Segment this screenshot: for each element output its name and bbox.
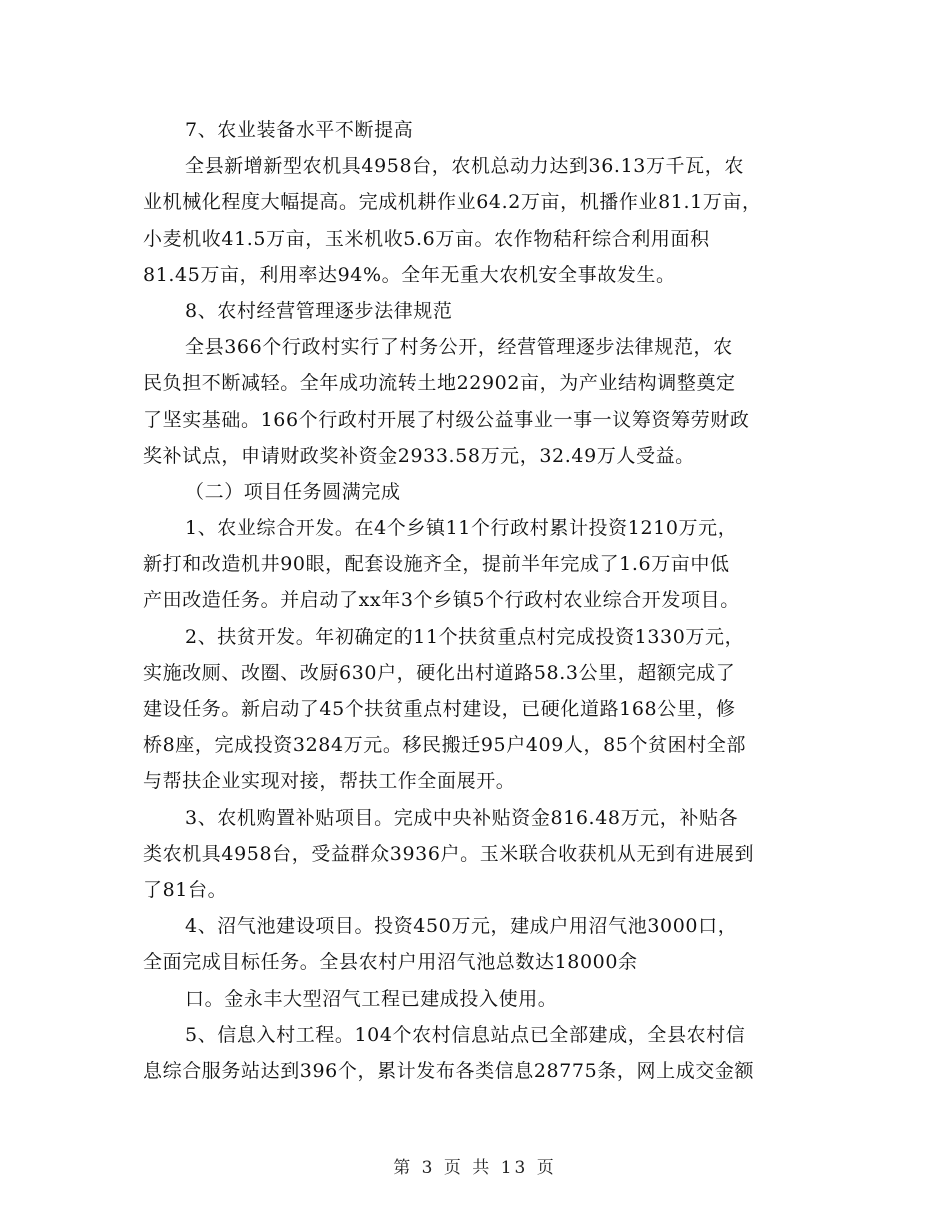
body-text-line: 81.45万亩，利用率达94%。全年无重大农机安全事故发生。 bbox=[143, 263, 676, 286]
body-text-line: 类农机具4958台，受益群众3936户。玉米联合收获机从无到有进展到 bbox=[143, 842, 755, 865]
paragraph-line: 3、农机购置补贴项目。完成中央补贴资金816.48万元，补贴各 bbox=[185, 806, 739, 829]
paragraph-line: 1、农业综合开发。在4个乡镇11个行政村累计投资1210万元， bbox=[185, 517, 738, 540]
document-body bbox=[143, 112, 833, 1089]
section-heading: （二）项目任务圆满完成 bbox=[185, 480, 401, 503]
body-text-line: 全面完成目标任务。全县农村户用沼气池总数达18000余 bbox=[143, 951, 638, 974]
paragraph-line: 全县366个行政村实行了村务公开，经营管理逐步法律规范，农 bbox=[185, 336, 733, 359]
body-text-line: 产田改造任务。并启动了xx年3个乡镇5个行政村农业综合开发项目。 bbox=[143, 589, 740, 612]
body-text-line: 业机械化程度大幅提高。完成机耕作业64.2万亩，机播作业81.1万亩， bbox=[143, 191, 762, 214]
page-footer: 第 3 页 共 13 页 bbox=[393, 1158, 557, 1178]
paragraph-line: 口。金永丰大型沼气工程已建成投入使用。 bbox=[185, 987, 558, 1010]
body-text-line: 实施改厕、改圈、改厨630户，硬化出村道路58.3公里，超额完成了 bbox=[143, 661, 736, 684]
body-text-line: 民负担不断减轻。全年成功流转土地22902亩，为产业结构调整奠定 bbox=[143, 372, 736, 395]
body-text-line: 息综合服务站达到396个，累计发布各类信息28775条，网上成交金额 bbox=[143, 1059, 755, 1082]
body-text-line: 桥8座，完成投资3284万元。移民搬迁95户409人，85个贫困村全部 bbox=[143, 734, 747, 757]
body-text-line: 了坚实基础。166个行政村开展了村级公益事业一事一议筹资筹劳财政 bbox=[143, 408, 750, 431]
body-text-line: 建设任务。新启动了45个扶贫重点村建设，已硬化道路168公里，修 bbox=[143, 698, 736, 720]
paragraph-line: 7、农业装备水平不断提高 bbox=[185, 119, 414, 141]
body-text-line: 新打和改造机井90眼，配套设施齐全，提前半年完成了1.6万亩中低 bbox=[143, 553, 730, 576]
body-text-line: 小麦机收41.5万亩，玉米机收5.6万亩。农作物秸秆综合利用面积 bbox=[143, 227, 710, 250]
paragraph-line: 4、沼气池建设项目。投资450万元，建成户用沼气池3000口， bbox=[185, 915, 738, 938]
body-text-line: 了81台。 bbox=[143, 878, 228, 901]
paragraph-line: 全县新增新型农机具4958台，农机总动力达到36.13万千瓦，农 bbox=[185, 155, 744, 178]
paragraph-line: 8、农村经营管理逐步法律规范 bbox=[185, 299, 453, 322]
paragraph-line: 5、信息入村工程。104个农村信息站点已全部建成，全县农村信 bbox=[185, 1023, 746, 1046]
body-text-line: 与帮扶企业实现对接，帮扶工作全面展开。 bbox=[143, 770, 516, 793]
body-text-line: 奖补试点，申请财政奖补资金2933.58万元，32.49万人受益。 bbox=[143, 444, 695, 467]
paragraph-line: 2、扶贫开发。年初确定的11个扶贫重点村完成投资1330万元， bbox=[185, 625, 745, 648]
